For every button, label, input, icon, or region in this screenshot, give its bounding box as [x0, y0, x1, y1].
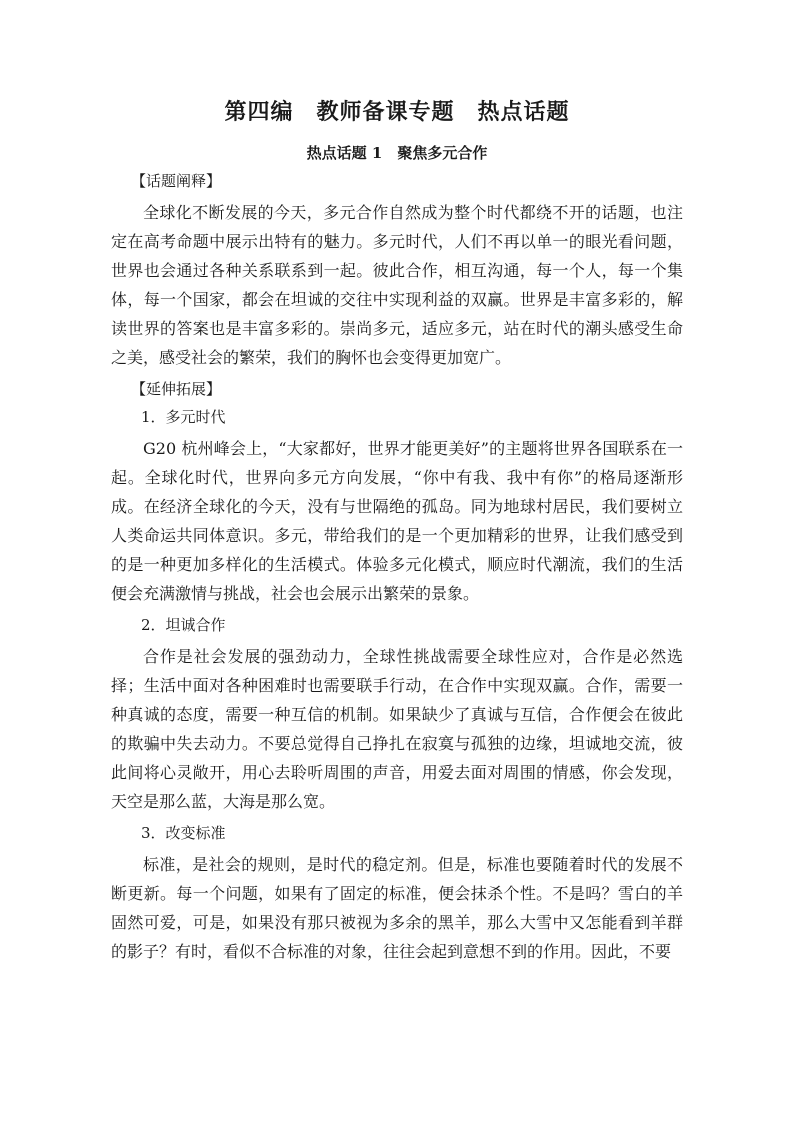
- explanation-paragraph: 全球化不断发展的今天，多元合作自然成为整个时代都绕不开的话题，也注定在高考命题中展示出特有的魅力。多元时代，人们不再以单一的眼光看问题，世界也会通过各种关系联系到一起。彼此合作，相互沟通，每一个人，每一个集体，每一个国家，都会在坦诚的交往中实现利益的双赢。世界是丰富多彩的，解读世界的答案也是丰富多彩的。崇尚多元，适应多元，站在时代的潮头感受生命之美，感受社会的繁荣，我们的胸怀也会变得更加宽广。: [111, 203, 683, 367]
- item-paragraph-diverse-era: G20 杭州峰会上，“大家都好，世界才能更美好”的主题将世界各国联系在一起。全球化时代，世界向多元方向发展，“你中有我、我中有你”的格局逐渐形成。在经济全球化的今天，没有与世隔绝的孤岛。同为地球村居民，我们要树立人类命运共同体意识。多元，带给我们的是一个更加精彩的世界，让我们感受到的是一种更加多样化的生活模式。体验多元化模式，顺应时代潮流，我们的生活便会充满激情与挑战，社会也会展示出繁荣的景象。: [111, 439, 683, 603]
- item-paragraph-change-standards: 标准，是社会的规则，是时代的稳定剂。但是，标准也要随着时代的发展不断更新。每一个问题，如果有了固定的标准，便会抹杀个性。不是吗？雪白的羊固然可爱，可是，如果没有那只被视为多余的黑羊，那么大雪中又怎能看到羊群的影子？有时，看似不合标准的对象，往往会起到意想不到的作用。因此，不要: [111, 855, 683, 961]
- document-body: [111, 96, 683, 966]
- section-heading-extension: 【延伸拓展】: [131, 380, 222, 398]
- item-heading-diverse-era: 1．多元时代: [141, 408, 226, 426]
- item-heading-change-standards: 3．改变标准: [141, 824, 226, 842]
- section-heading-explanation: 【话题阐释】: [131, 172, 222, 190]
- item-heading-sincere-cooperation: 2．坦诚合作: [141, 616, 226, 634]
- topic-title: 热点话题 1 聚焦多元合作: [306, 144, 488, 162]
- page-title: 第四编 教师备课专题 热点话题: [224, 99, 570, 125]
- item-paragraph-sincere-cooperation: 合作是社会发展的强劲动力，全球性挑战需要全球性应对，合作是必然选择；生活中面对各种困难时也需要联手行动，在合作中实现双赢。合作，需要一种真诚的态度，需要一种互信的机制。如果缺少了真诚与互信，合作便会在彼此的欺骗中失去动力。不要总觉得自己挣扎在寂寞与孤独的边缘，坦诚地交流，彼此间将心灵敞开，用心去聆听周围的声音，用爱去面对周围的情感，你会发现，天空是那么蓝，大海是那么宽。: [111, 647, 683, 811]
